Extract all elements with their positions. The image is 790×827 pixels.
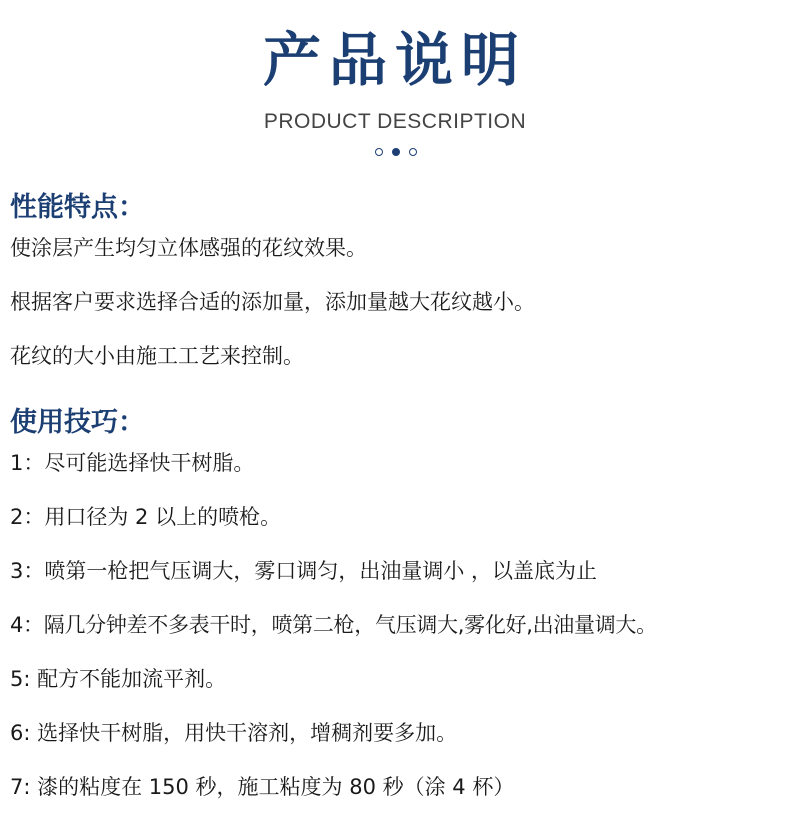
tip-item: 3：喷第一枪把气压调大，雾口调匀，出油量调小 ，以盖底为止	[10, 559, 598, 583]
tip-item: 1：尽可能选择快干树脂。	[10, 451, 255, 475]
tips-section	[10, 405, 785, 827]
tip-item: 5: 配方不能加流平剂。	[10, 667, 227, 691]
feature-item: 使涂层产生均匀立体感强的花纹效果。	[10, 236, 367, 260]
features-section	[10, 190, 785, 396]
page-title: 产品说明	[262, 26, 527, 94]
dot-icon	[409, 148, 417, 156]
tips-heading: 使用技巧：	[10, 407, 145, 438]
tip-item: 4：隔几分钟差不多表干时，喷第二枪，气压调大,雾化好,出油量调大。	[10, 613, 657, 637]
dot-filled-icon	[392, 148, 400, 156]
page-subtitle: PRODUCT DESCRIPTION	[263, 110, 527, 133]
tip-item: 7: 漆的粘度在 150 秒，施工粘度为 80 秒（涂 4 杯）	[10, 775, 515, 799]
dot-icon	[375, 148, 383, 156]
tip-item: 2：用口径为 2 以上的喷枪。	[10, 505, 282, 529]
feature-item: 花纹的大小由施工工艺来控制。	[10, 344, 304, 368]
tip-item: 6: 选择快干树脂，用快干溶剂，增稠剂要多加。	[10, 721, 458, 745]
decorative-dots	[375, 146, 417, 158]
feature-item: 根据客户要求选择合适的添加量，添加量越大花纹越小。	[10, 290, 535, 314]
features-heading: 性能特点：	[10, 192, 145, 223]
